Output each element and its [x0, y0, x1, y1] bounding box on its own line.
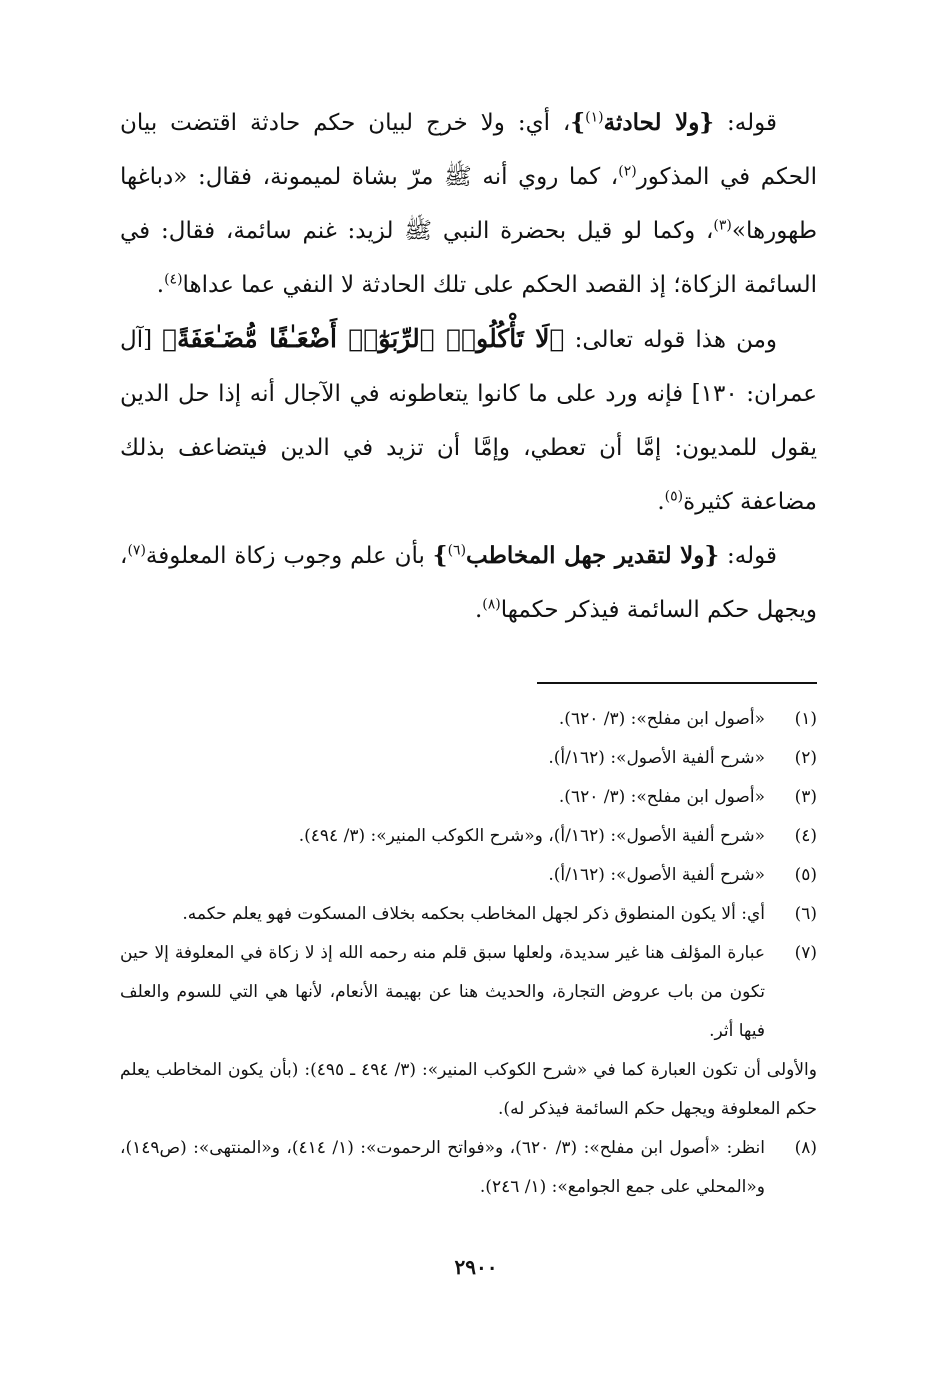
footnote-text: انظر: «أصول ابن مفلح»: (٣/ ٦٢٠)، و«فواتح الرحموت»: (١/ ٤١٤)، و«المنتهى»: (ص١٤٩)، و«المحلي على جمع الجوامع»: (١/ ٢٤٦). [120, 1138, 766, 1197]
footnote-ref[interactable]: (٢) [618, 163, 637, 180]
text-run: ، ويجهل حكم السائمة فيذكر حكمها [120, 543, 817, 623]
footnote-ref[interactable]: (٧) [127, 542, 146, 559]
text-run: ، أي: ولا خرج لبيان حكم حادثة اقتضت بيان الحكم في المذكور [120, 110, 818, 190]
text-run: بأن علم وجوب زكاة المعلوفة [145, 543, 433, 569]
footnote-number: (١) [794, 709, 817, 729]
footnote-ref[interactable]: (٣) [713, 217, 732, 234]
text-run: . [657, 489, 665, 515]
footnote-7 [120, 934, 817, 1051]
footnote-8 [120, 1129, 817, 1207]
footnote-text: «أصول ابن مفلح»: (٣/ ٦٢٠). [558, 787, 765, 807]
footnote-ref[interactable]: (٤) [164, 271, 183, 288]
footnote-ref[interactable]: (٦) [447, 542, 467, 559]
footnote-text: أي: ألا يكون المنطوق ذكر لجهل المخاطب بحكمه بخلاف المسكوت فهو يعلم حكمه. [182, 904, 765, 924]
quoted-phrase: {ولا لحادثة [603, 109, 715, 136]
text-run: . [156, 272, 165, 298]
text-run: ، وكما لو قيل بحضرة النبي ﷺ لزيد: غنم سائمة، فقال: في السائمة الزكاة؛ إذ القصد الحكم على تلك الحادثة لا النفي عما عداها [120, 218, 817, 298]
text-run: [آل عمران: ١٣٠] فإنه ورد على ما كانوا يتعاطونه في الآجال أنه إذا حل الدين يقول للمديون: إمَّا أن تعطي، وإمَّا أن تزيد في الدين فيتضاعف بذلك مضاعفة كثيرة [120, 327, 817, 515]
footnote-3 [120, 778, 817, 817]
text-run: . [474, 597, 483, 623]
main-text [120, 96, 817, 637]
footnote-number: (٥) [794, 865, 817, 885]
footnote-5 [120, 856, 817, 895]
paragraph-1 [120, 96, 817, 312]
quoted-phrase: {ولا لتقدير جهل المخاطب [466, 542, 720, 569]
quoted-phrase-close: } [570, 109, 586, 136]
footnote-ref[interactable]: (٨) [482, 596, 501, 613]
paragraph-3 [120, 529, 817, 637]
footnotes [120, 700, 817, 1207]
page-number: ٢٩٠٠ [454, 1255, 498, 1279]
footnote-number: (٤) [794, 826, 817, 846]
text-run: ، كما روي أنه ﷺ مرّ بشاة لميمونة، فقال: «دباغها طهورها» [120, 164, 817, 244]
footnote-1 [120, 700, 817, 739]
footnote-4 [120, 817, 817, 856]
footnote-6 [120, 895, 817, 934]
quran-verse: ﴿لَا تَأْكُلُوا۟ ٱلرِّبَوٰٓا۟ أَضْعَـٰفًا مُّضَـٰعَفَةً﴾ [162, 324, 565, 353]
footnote-text: عبارة المؤلف هنا غير سديدة، ولعلها سبق قلم منه رحمه الله إذ لا زكاة في المعلوفة إلا حين تكون من باب عروض التجارة، والحديث هنا عن بهيمة الأنعام، لأنها هي التي للسوم والعلف فيها أثر. [120, 943, 765, 1041]
text-run: ومن هذا قوله تعالى: [564, 327, 778, 353]
paragraph-2 [120, 312, 817, 529]
footnote-text: «شرح ألفية الأصول»: (١٦٢/أ). [548, 748, 765, 768]
footnote-ref[interactable]: (١) [585, 109, 604, 126]
footnote-text: «أصول ابن مفلح»: (٣/ ٦٢٠). [558, 709, 765, 729]
footnote-separator [537, 682, 817, 684]
footnote-number: (٨) [794, 1138, 817, 1158]
footnote-number: (٧) [794, 943, 817, 963]
footnote-text: «شرح ألفية الأصول»: (١٦٢/أ). [548, 865, 765, 885]
text-run: قوله: [714, 110, 777, 136]
footnote-2 [120, 739, 817, 778]
footnote-ref[interactable]: (٥) [664, 488, 684, 505]
footnote-text: والأولى أن تكون العبارة كما في «شرح الكوكب المنير»: (٣/ ٤٩٤ ـ ٤٩٥): (بأن يكون المخاطب يعلم حكم المعلوفة ويجهل حكم السائمة فيذكر له). [120, 1060, 817, 1119]
quoted-phrase-close: } [432, 542, 448, 569]
footnote-number: (٦) [794, 904, 817, 924]
text-run: قوله: [719, 543, 777, 569]
footnote-number: (٣) [794, 787, 817, 807]
footnote-7-continuation [120, 1051, 817, 1129]
footnote-number: (٢) [794, 748, 817, 768]
footnote-text: «شرح ألفية الأصول»: (١٦٢/أ)، و«شرح الكوكب المنير»: (٣/ ٤٩٤). [298, 826, 765, 846]
